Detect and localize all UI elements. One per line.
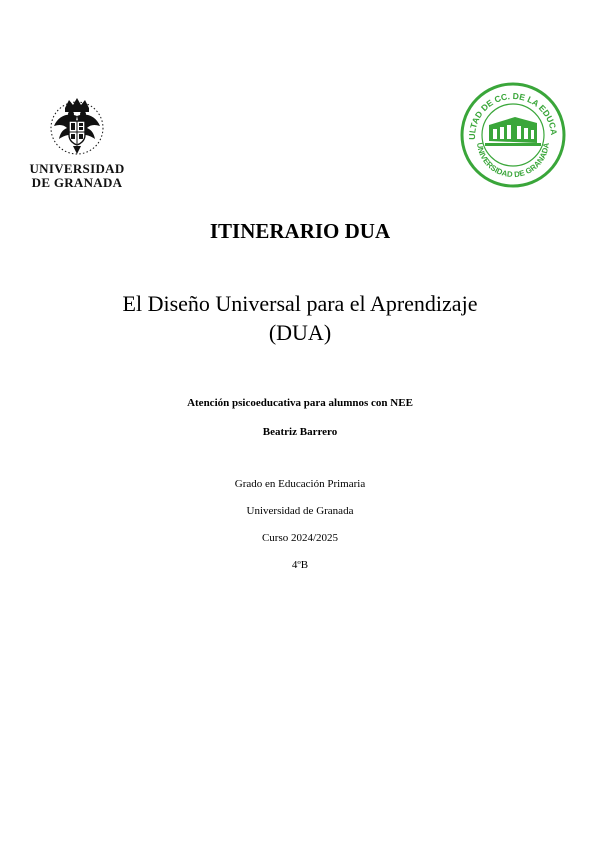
university-name-line1: UNIVERSIDAD [29, 161, 125, 176]
document-subtitle [50, 289, 550, 347]
faculty-seal-icon [459, 81, 567, 189]
document-title: ITINERARIO DUA [209, 219, 391, 243]
university-line: Universidad de Granada [246, 505, 354, 517]
faculty-seal-top-text: ULTAD DE CC. DE LA EDUCA [466, 90, 560, 140]
academic-year-line: Curso 2024/2025 [261, 532, 339, 544]
degree-line: Grado en Educación Primaria [234, 478, 366, 490]
faculty-logo [459, 81, 567, 189]
subtitle-line-1: El Diseño Universal para el Aprendizaje [122, 291, 478, 316]
university-name-line2: DE GRANADA [31, 175, 123, 190]
subtitle-line-2: (DUA) [268, 320, 332, 345]
svg-text:UNIVERSIDAD DE GRANADA [475, 142, 551, 179]
course-subject: Atención psicoeducativa para alumnos con NEE [187, 397, 413, 409]
faculty-seal-bottom-text: UNIVERSIDAD DE GRANADA [474, 142, 552, 180]
university-logo [24, 94, 130, 190]
group-line: 4ºB [291, 559, 309, 571]
coat-of-arms-icon [46, 94, 108, 158]
author-name: Beatriz Barrero [262, 426, 338, 438]
